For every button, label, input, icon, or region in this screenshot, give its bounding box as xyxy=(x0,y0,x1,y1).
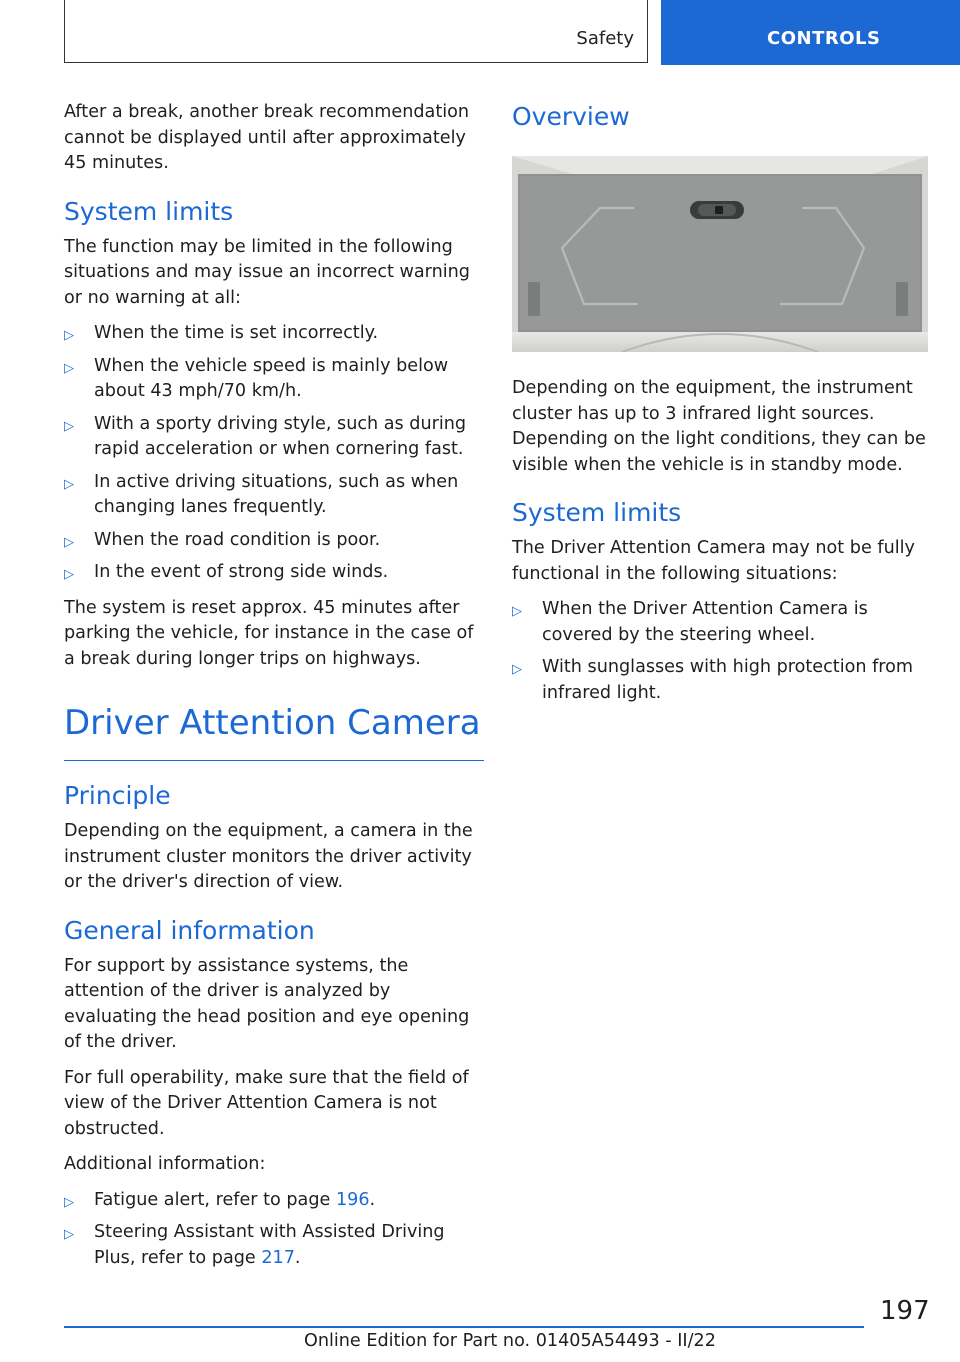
additional-information-label: Additional information: xyxy=(64,1154,266,1174)
list-item: ▷ With sunglasses with high protection from infrared light. xyxy=(512,657,914,703)
triangle-bullet-icon: ▷ xyxy=(64,418,74,434)
principle-paragraph: Depending on the equipment, a camera in the instrument cluster monitors the driver activity or the driver's direction of view. xyxy=(64,821,473,892)
chapter-heading: Driver Attention Camera xyxy=(64,698,484,761)
system-limits-heading: System limits xyxy=(64,196,234,226)
page-link-196[interactable]: 196 xyxy=(335,1189,370,1210)
section-title: Safety xyxy=(576,28,634,49)
header-chapter-tab xyxy=(661,0,960,65)
chapter-title: CONTROLS xyxy=(767,28,881,49)
list-item: ▷ When the vehicle speed is mainly below about 43 mph/70 km/h. xyxy=(64,355,449,401)
camera-system-limits-list xyxy=(512,597,928,706)
list-item: ▷ Fatigue alert, refer to page 196. xyxy=(64,1188,484,1214)
triangle-bullet-icon: ▷ xyxy=(64,1194,74,1210)
principle-heading: Principle xyxy=(64,781,171,810)
list-item: ▷ When the road condition is poor. xyxy=(64,528,484,554)
additional-information-list xyxy=(64,1188,484,1272)
triangle-bullet-icon: ▷ xyxy=(512,604,522,619)
overview-paragraph: Depending on the equipment, the instrument cluster has up to 3 infrared light sources. Depending on the light conditions, they can be visible when the vehicle is in standby mode. xyxy=(512,378,926,475)
triangle-bullet-icon: ▷ xyxy=(64,567,74,582)
intro-paragraph: After a break, another break recommendation cannot be displayed until after approximately 45 minutes. xyxy=(64,102,470,173)
list-item: ▷ In the event of strong side winds. xyxy=(64,560,484,586)
instrument-cluster-camera-image xyxy=(512,156,928,352)
overview-heading: Overview xyxy=(512,102,630,131)
general-paragraph-1: For support by assistance systems, the attention of the driver is analyzed by evaluating the head position and eye opening of the driver. xyxy=(64,955,470,1052)
list-item: ▷ In active driving situations, such as when changing lanes frequently. xyxy=(64,471,459,517)
right-column xyxy=(512,100,928,716)
footer-divider xyxy=(64,1326,864,1328)
camera-system-limits-heading: System limits xyxy=(512,498,682,527)
general-paragraph-2: For full operability, make sure that the field of view of the Driver Attention Camera is not obstructed. xyxy=(64,1067,469,1139)
page-number: 197 xyxy=(880,1296,930,1326)
reset-paragraph: The system is reset approx. 45 minutes after parking the vehicle, for instance in the case of a break during longer trips on highways. xyxy=(64,597,474,669)
system-limits-list xyxy=(64,321,484,586)
list-item: ▷ With a sporty driving style, such as during rapid acceleration or when cornering fast. xyxy=(64,413,467,459)
general-information-heading: General information xyxy=(64,915,315,945)
list-item: ▷ Steering Assistant with Assisted Driving Plus, refer to page 217. xyxy=(64,1222,445,1268)
triangle-bullet-icon: ▷ xyxy=(64,328,74,343)
list-item: ▷ When the Driver Attention Camera is covered by the steering wheel. xyxy=(512,599,868,645)
system-limits-paragraph: The function may be limited in the following situations and may issue an incorrect warning or no warning at all: xyxy=(64,236,470,308)
triangle-bullet-icon: ▷ xyxy=(512,662,522,677)
left-column xyxy=(64,100,484,1281)
header-section-box xyxy=(64,0,648,63)
triangle-bullet-icon: ▷ xyxy=(64,534,74,550)
camera-system-limits-paragraph: The Driver Attention Camera may not be fully functional in the following situations: xyxy=(512,538,915,584)
triangle-bullet-icon: ▷ xyxy=(64,360,74,376)
triangle-bullet-icon: ▷ xyxy=(64,476,74,492)
triangle-bullet-icon: ▷ xyxy=(64,1227,74,1242)
footer-edition-text: Online Edition for Part no. 01405A54493 - II/22 xyxy=(304,1331,716,1351)
list-item: ▷ When the time is set incorrectly. xyxy=(64,321,484,347)
page-link-217[interactable]: 217 xyxy=(261,1247,295,1268)
